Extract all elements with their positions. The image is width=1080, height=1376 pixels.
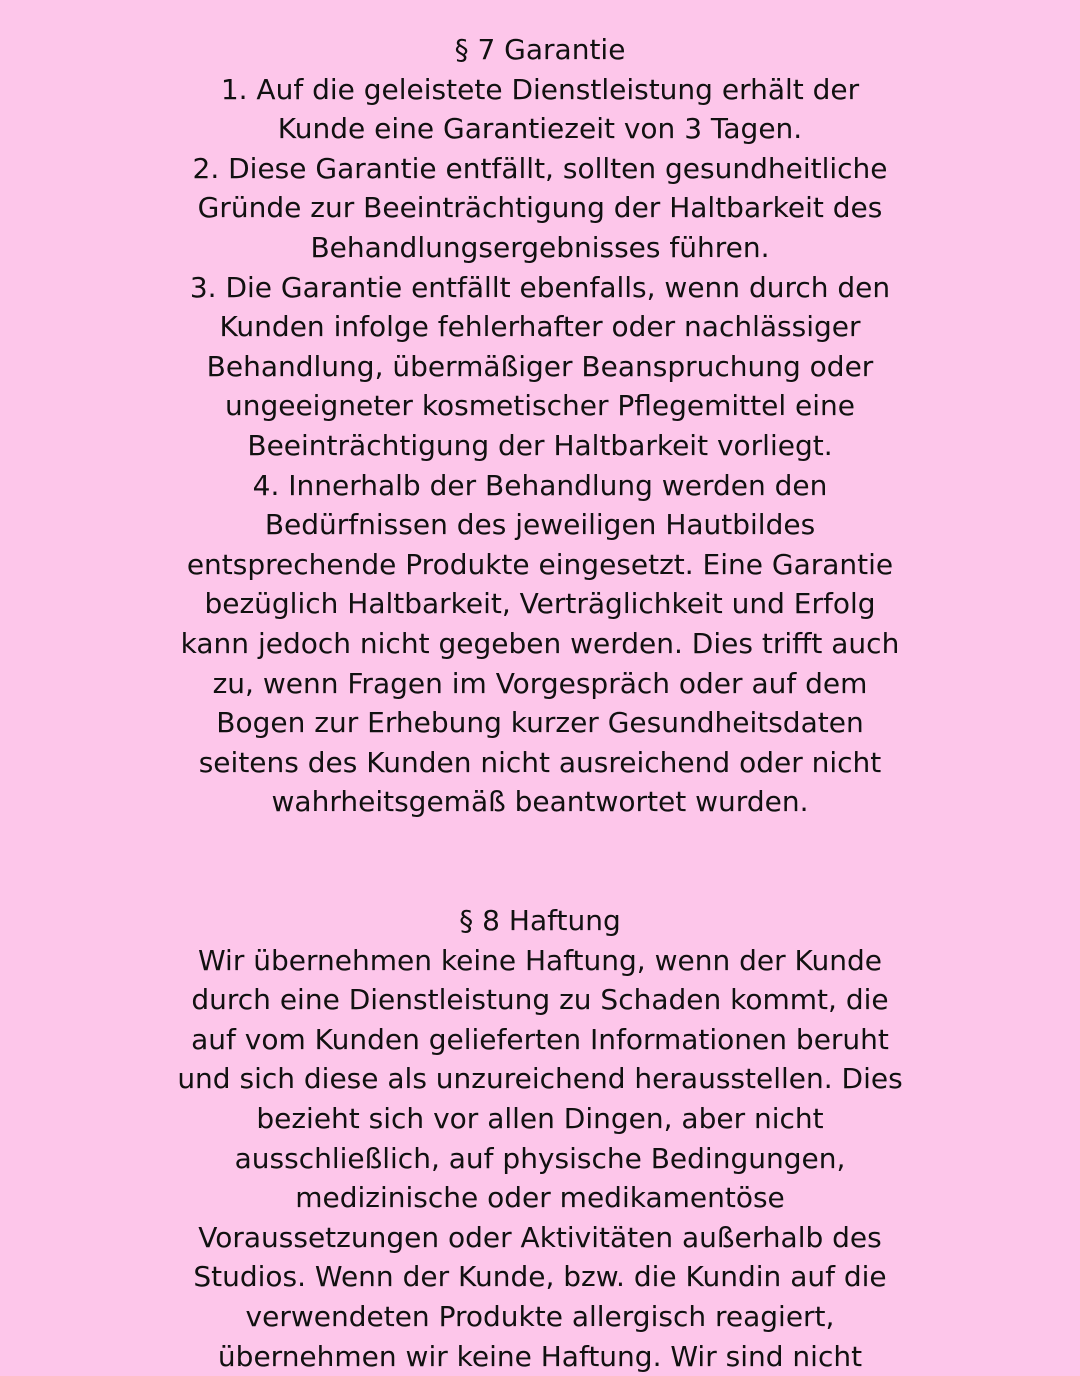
paragraph-line: zu, wenn Fragen im Vorgespräch oder auf dem: [212, 666, 868, 700]
paragraph-line: seitens des Kunden nicht ausreichend oder nicht: [198, 745, 882, 779]
paragraph-line: 3. Die Garantie entfällt ebenfalls, wenn durch den: [189, 270, 891, 304]
paragraph-line: Voraussetzungen oder Aktivitäten außerhalb des: [198, 1220, 882, 1254]
section-heading: § 7 Garantie: [454, 33, 626, 66]
paragraph-line: übernehmen wir keine Haftung. Wir sind nicht: [217, 1339, 863, 1373]
paragraph-line: und sich diese als unzureichend herausstellen. Dies: [177, 1062, 903, 1096]
paragraph-line: auf vom Kunden gelieferten Informationen beruht: [191, 1022, 889, 1056]
paragraph-line: Behandlungsergebnisses führen.: [310, 230, 770, 264]
paragraph-line: Gründe zur Beeinträchtigung der Haltbarkeit des: [197, 191, 883, 225]
paragraph-line: 4. Innerhalb der Behandlung werden den: [252, 468, 828, 502]
paragraph-line: ausschließlich, auf physische Bedingungen,: [234, 1141, 846, 1175]
paragraph-line: Bogen zur Erhebung kurzer Gesundheitsdaten: [216, 706, 864, 740]
paragraph-line: wahrheitsgemäß beantwortet wurden.: [271, 785, 809, 819]
section-spacer: [0, 822, 1080, 901]
paragraph-line: bezüglich Haltbarkeit, Verträglichkeit und Erfolg: [204, 587, 876, 621]
paragraph-line: Kunden infolge fehlerhafter oder nachlässiger: [219, 310, 861, 344]
terms-document: [0, 30, 1080, 1376]
paragraph-line: Beeinträchtigung der Haltbarkeit vorliegt.: [247, 428, 833, 462]
paragraph-line: durch eine Dienstleistung zu Schaden kommt, die: [191, 983, 889, 1017]
paragraph-line: Behandlung, übermäßiger Beanspruchung oder: [206, 349, 874, 383]
section-heading: § 8 Haftung: [459, 904, 621, 938]
section-garantie: [0, 30, 1080, 822]
paragraph-line: bezieht sich vor allen Dingen, aber nicht: [256, 1102, 824, 1136]
paragraph-line: kann jedoch nicht gegeben werden. Dies trifft auch: [180, 626, 900, 660]
paragraph-line: ungeeigneter kosmetischer Pflegemittel eine: [224, 389, 856, 423]
paragraph-line: Kunde eine Garantiezeit von 3 Tagen.: [277, 112, 803, 146]
paragraph-line: 2. Diese Garantie entfällt, sollten gesundheitliche: [192, 151, 888, 185]
paragraph-line: Bedürfnissen des jeweiligen Hautbildes: [264, 508, 816, 542]
paragraph-line: Studios. Wenn der Kunde, bzw. die Kundin auf die: [193, 1260, 887, 1294]
section-haftung: [0, 901, 1080, 1376]
paragraph-line: 1. Auf die geleistete Dienstleistung erhält der: [220, 72, 860, 106]
paragraph-line: verwendeten Produkte allergisch reagiert,: [245, 1300, 835, 1333]
paragraph-line: Wir übernehmen keine Haftung, wenn der Kunde: [197, 943, 882, 977]
paragraph-line: medizinische oder medikamentöse: [295, 1181, 785, 1215]
paragraph-line: entsprechende Produkte eingesetzt. Eine Garantie: [186, 547, 894, 581]
